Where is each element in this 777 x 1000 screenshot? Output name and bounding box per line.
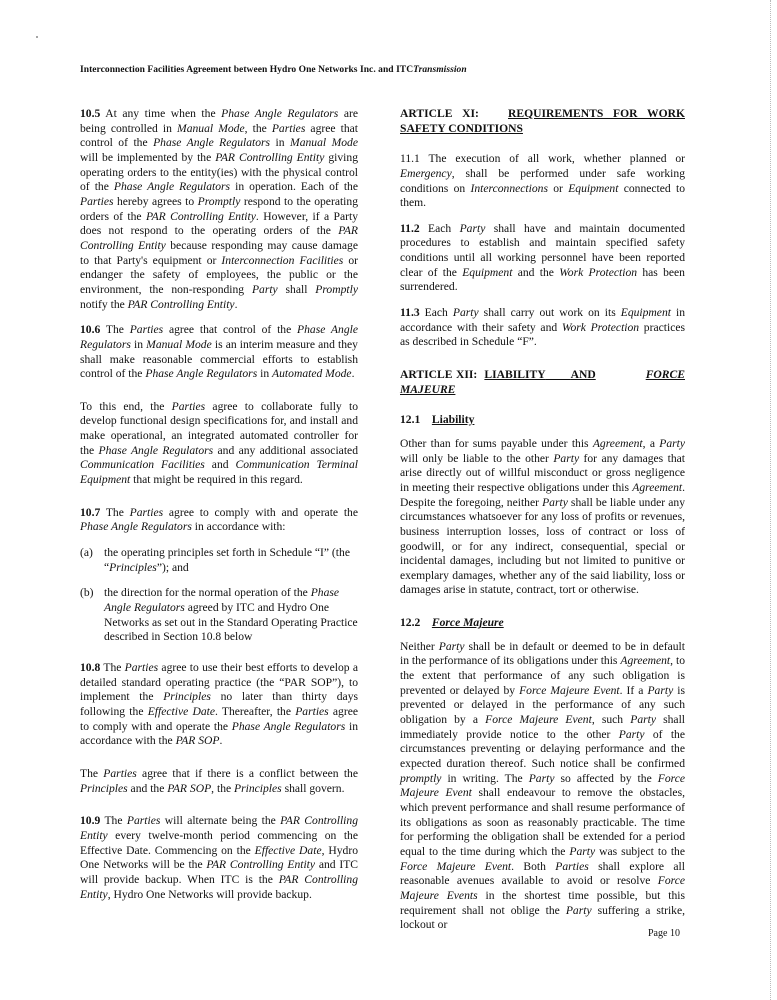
list-label: (b): [80, 586, 94, 600]
list-label: (a): [80, 546, 93, 560]
article-title-and: AND: [570, 368, 596, 382]
section-number: 11.1: [400, 152, 420, 166]
article-title-force-majeure: FORCE MAJEURE: [400, 368, 685, 396]
section-11-3: 11.3 Each Party shall carry out work on its Equipment in accordance with their safety and Work Protection practices as described in Schedule “F”.: [400, 306, 686, 349]
subsection-title: Liability: [431, 413, 475, 427]
section-number: 10.9: [80, 814, 101, 828]
article-12-heading: ARTICLE XII: LIABILITY AND FORCE MAJEURE: [400, 368, 685, 396]
article-title-liability: LIABILITY: [484, 368, 546, 382]
section-number: 10.5: [80, 107, 101, 120]
page-header: [80, 65, 467, 75]
section-12-1: Other than for sums payable under this Agreement, a Party will only be liable to the other Party for any damages that arise directly out of willful misconduct or gross negligence in meeting their respective obligations under this Agreement. Despite the foregoing, neither Party shall be liable under any circumstances whatsoever for any loss of profits or revenues, business interruption losses, loss of contract or loss of goodwill, or for any indirect, consequential, special or incidental damages, including but not limited to punitive or exemplary damages, whether any of the said liability, loss or damages arise in statute, contract, tort or otherwise.: [400, 436, 686, 597]
section-11-2: 11.2 Each Party shall have and maintain documented procedures to establish and maintain specified safety conditions until all working personnel have been reported clear of the Equipment and the Work Protection has been surrendered.: [400, 221, 686, 294]
article-11-heading: ARTICLE XI: REQUIREMENTS FOR WORK SAFETY CONDITIONS: [400, 107, 685, 135]
section-number: 11.3: [400, 306, 420, 320]
subsection-12-2-heading: 12.2 Force Majeure: [400, 616, 504, 630]
list-item-a: (a) the operating principles set forth in Schedule “I” (the “Principles”); and: [80, 546, 350, 574]
scan-speck: [36, 36, 38, 38]
section-10-8: 10.8 The Parties agree to use their best efforts to develop a detailed standard operating practice (the “PAR SOP”), to implement the Principles no later than thirty days following the Effective Date. Thereafter, the Parties agree to comply with and operate the Phase Angle Regulators in accordance with the PAR SOP.: [80, 661, 359, 748]
section-10-5: 10.5 At any time when the Phase Angle Regulators are being controlled in Manual Mode, the Parties agree that control of the Phase Angle Regulators in Manual Mode will be implemented by the PAR Controlling Entity giving operating orders to the entity(ies) with the physical control of the Phase Angle Regulators in operation. Each of the Parties hereby agrees to Promptly respond to the operating orders of the PAR Controlling Entity. However, if a Party does not respond to the operating orders of the PAR Controlling Entity because responding may cause damage to that Party's equipment or Interconnection Facilities or endanger the safety of employees, the public or the environment, the non-responding Party shall Promptly notify the PAR Controlling Entity.: [80, 107, 359, 311]
section-12-2: Neither Party shall be in default or deemed to be in default in the performance of its obligations under this Agreement, to the extent that performance of any such obligation is prevented or delayed by Force Majeure Event. If a Party is prevented or delayed in the performance of any such obligation by a Force Majeure Event, such Party shall immediately provide notice to the other Party of the circumstances preventing or delaying performance and the expected duration thereof. Such notice shall be confirmed promptly in writing. The Party so affected by the Force Majeure Event shall endeavour to remove the obstacles, which prevent performance and shall resume performance of its obligations as soon as reasonably practicable. The time for performing the obligation shall be extended for a period equal to the time during which the Party was subject to the Force Majeure Event. Both Parties shall explore all reasonable avenues available to avoid or resolve Force Majeure Events in the shortest time possible, but this requirement shall not oblige the Party suffering a strike, lockout or: [400, 639, 686, 932]
scan-edge: [769, 0, 771, 1000]
page-number: Page 10: [648, 928, 680, 939]
section-number: 10.8: [80, 661, 101, 674]
section-10-7: 10.7 The Parties agree to comply with and operate the Phase Angle Regulators in accordance with:: [80, 505, 358, 534]
list-item-b: (b) the direction for the normal operation of the Phase Angle Regulators agreed by ITC and Hydro One Networks as set out in the Standard Operating Practice described in Section 10.8 below: [80, 586, 358, 644]
section-number: 10.7: [80, 505, 101, 519]
section-10-9: 10.9 The Parties will alternate being the PAR Controlling Entity every twelve-month period commencing on the Effective Date. Commencing on the Effective Date, Hydro One Networks will be the PAR Controlling Entity and ITC will provide backup. When ITC is the PAR Controlling Entity, Hydro One Networks will provide backup.: [80, 814, 359, 901]
section-number: 11.2: [400, 221, 420, 235]
right-column: [400, 107, 685, 944]
paragraph-to-this-end: To this end, the Parties agree to collaborate fully to develop functional design specifications for, and install and make operational, an integrated automated controller for the Phase Angle Regulators and any additional associated Communication Facilities and Communication Terminal Equipment that might be required in this regard.: [80, 399, 358, 487]
paragraph-conflict: The Parties agree that if there is a conflict between the Principles and the PAR SOP, the Principles shall govern.: [80, 766, 358, 795]
section-number: 10.6: [80, 323, 101, 337]
subsection-12-1-heading: 12.1 Liability: [400, 413, 475, 427]
article-title: REQUIREMENTS FOR WORK SAFETY CONDITIONS: [400, 107, 685, 135]
header-title: Interconnection Facilities Agreement between Hydro One Networks Inc. and ITC: [80, 65, 414, 75]
subsection-title: Force Majeure: [431, 616, 504, 630]
header-title-italic: Transmission: [413, 65, 467, 75]
section-10-6: 10.6 The Parties agree that control of the Phase Angle Regulators in Manual Mode is an interim measure and they shall make reasonable commercial efforts to establish control of the Phase Angle Regulators in Automated Mode.: [80, 323, 358, 381]
left-column: [80, 107, 358, 913]
section-11-1: 11.1 The execution of all work, whether planned or Emergency, shall be performed under safe working conditions on Interconnections or Equipment connected to them.: [400, 152, 685, 210]
